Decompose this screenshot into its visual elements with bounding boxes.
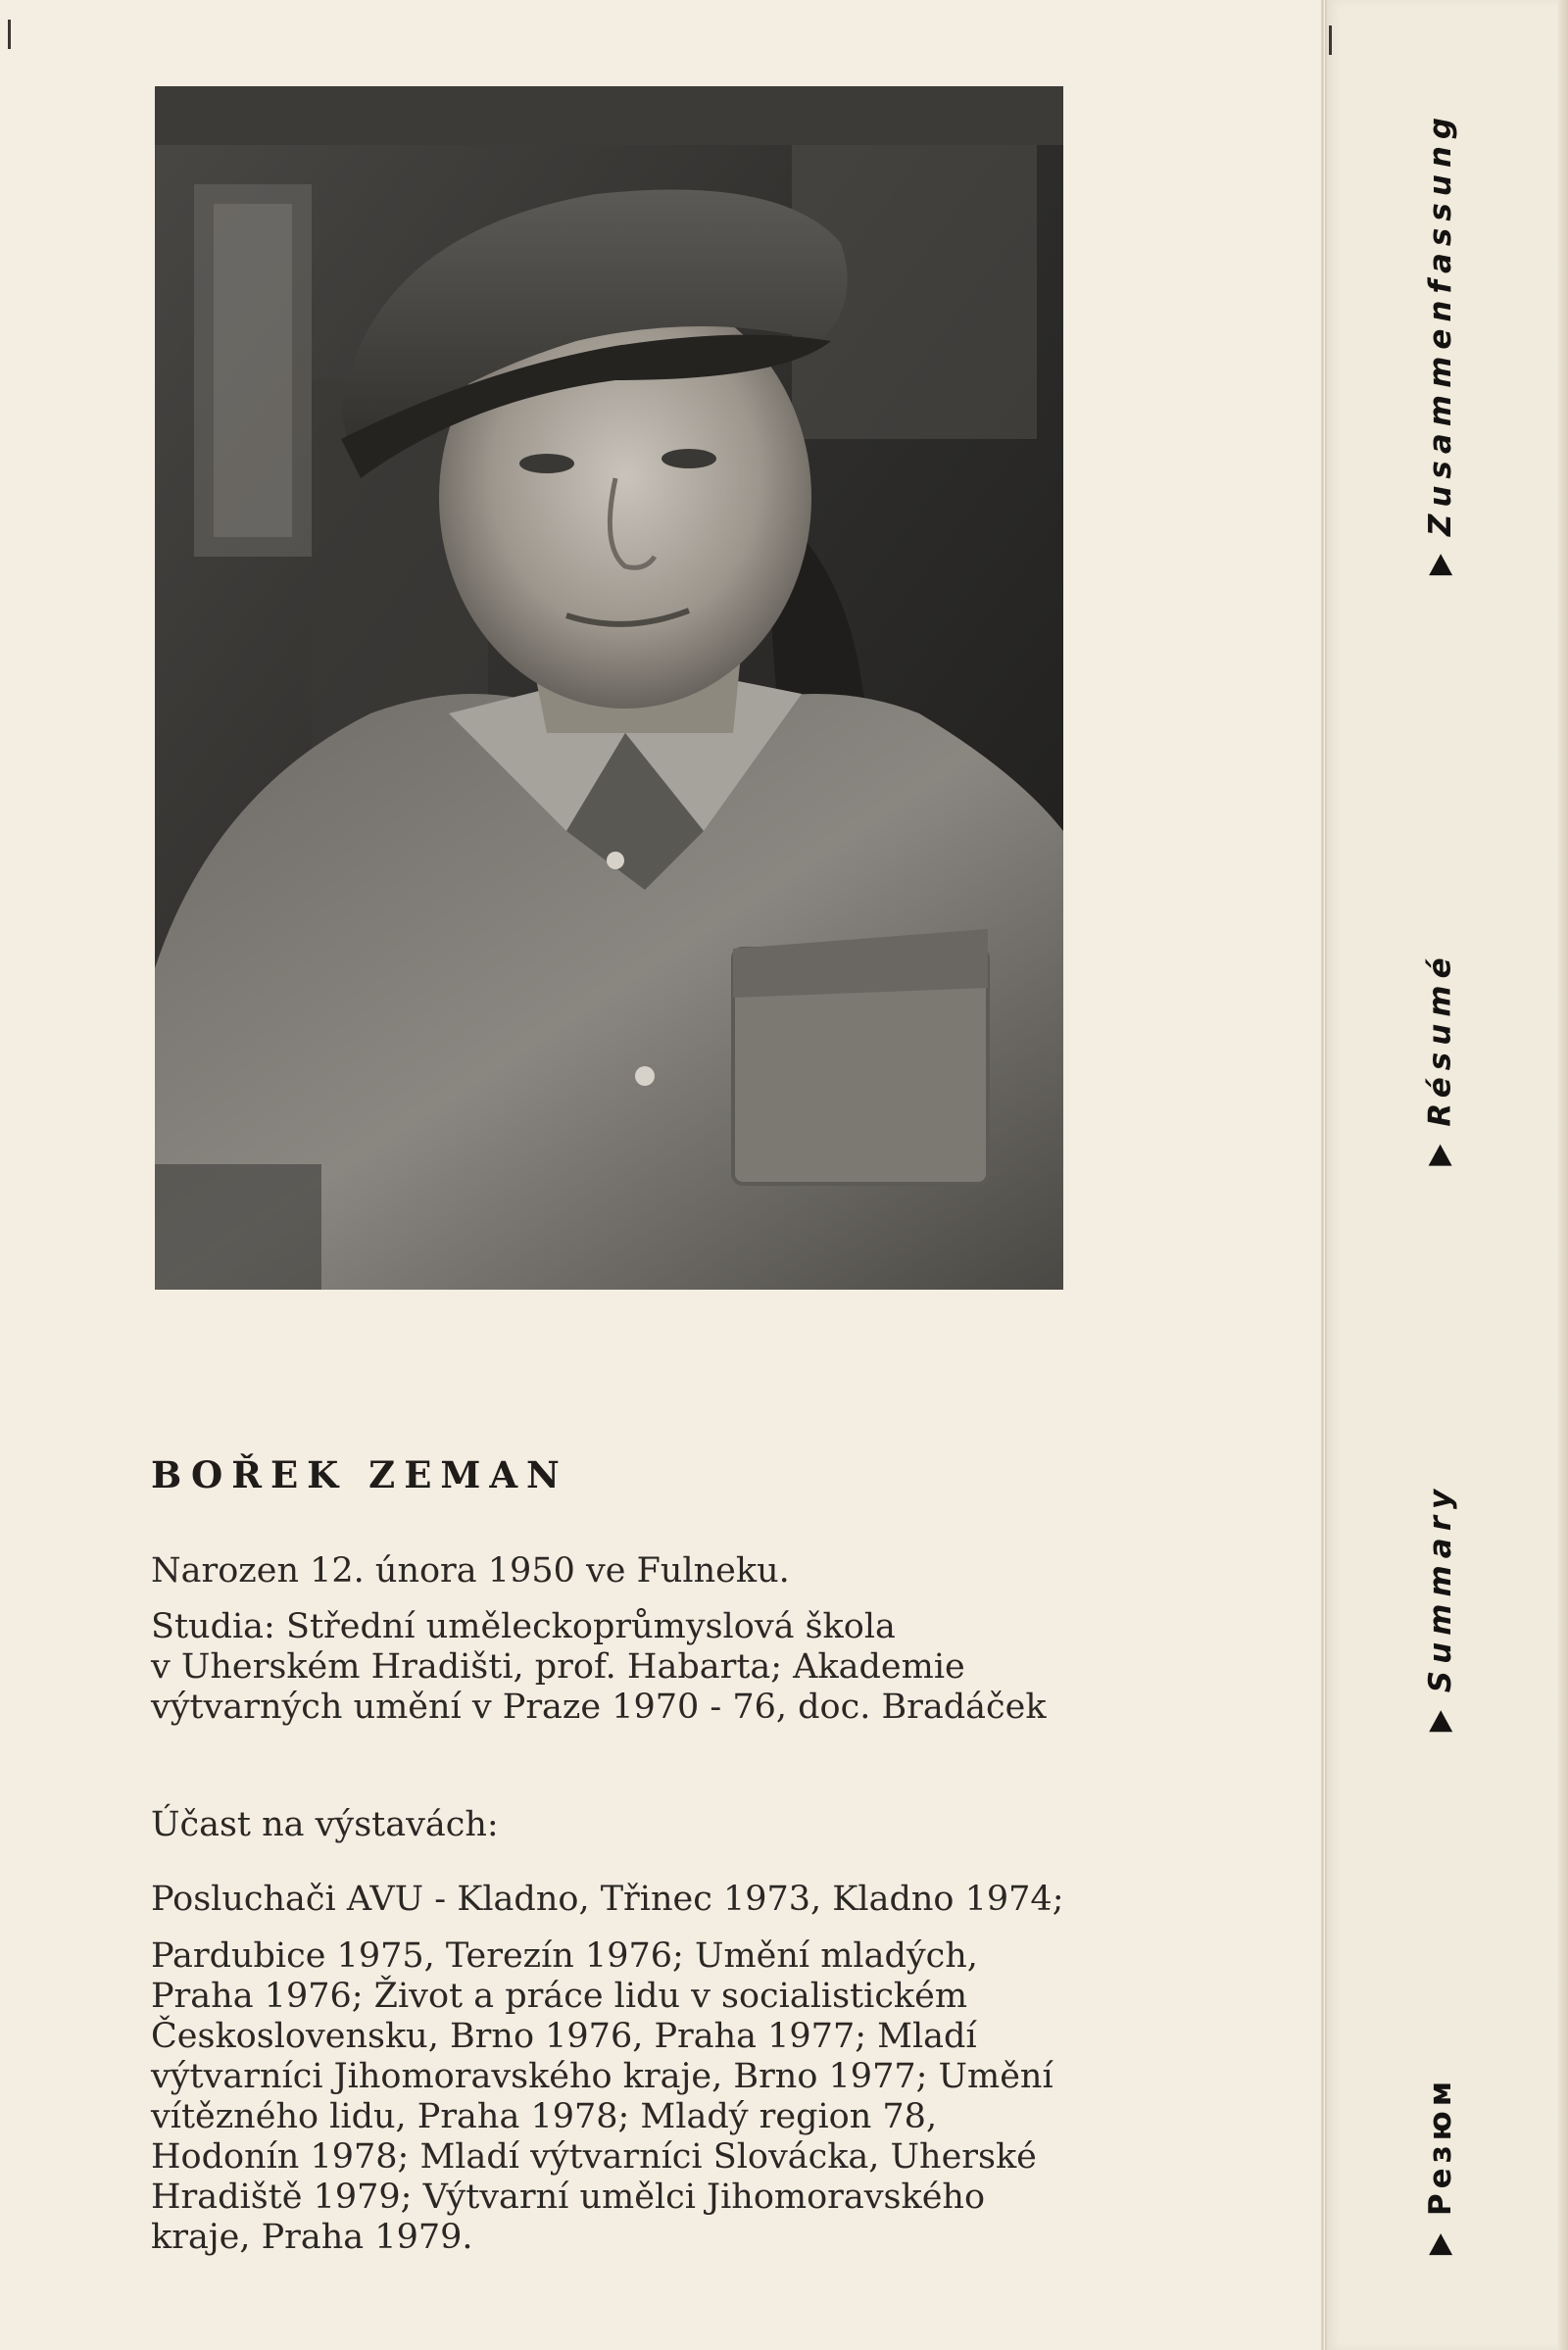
exhibitions-line: kraje, Praha 1979. <box>151 2218 473 2257</box>
tab-zusammenfassung[interactable] <box>1421 69 1460 617</box>
exhibitions-first-line: Posluchači AVU - Kladno, Třinec 1973, Kladno 1974; <box>151 1880 1064 1919</box>
exhibitions-line: výtvarníci Jihomoravského kraje, Brno 1977; Umění <box>151 2057 1054 2096</box>
exhibitions-line: Pardubice 1975, Terezín 1976; Umění mladých, <box>151 1936 978 1976</box>
exhibitions-line: Československu, Brno 1976, Praha 1977; Mladí <box>151 2017 977 2056</box>
studies-line: Studia: Střední uměleckoprůmyslová škola <box>151 1607 896 1646</box>
triangle-icon <box>1429 2233 1452 2255</box>
portrait-photo <box>155 86 1063 1290</box>
person-name: BOŘEK ZEMAN <box>151 1453 568 1496</box>
exhibitions-line: Hodonín 1978; Mladí výtvarníci Slovácka, Uherské <box>151 2137 1037 2177</box>
triangle-icon <box>1429 1145 1452 1166</box>
tab-label: Summary <box>1423 1482 1459 1693</box>
page-fold <box>1321 0 1324 2350</box>
studies-line: v Uherském Hradišti, prof. Habarta; Akademie <box>151 1647 965 1687</box>
exhibitions-line: Praha 1976; Život a práce lidu v socialistickém <box>151 1977 968 2016</box>
tab-label: Zusammenfassung <box>1423 110 1459 537</box>
exhibitions-heading: Účast na výstavách: <box>151 1805 499 1844</box>
exhibitions-line: Hradiště 1979; Výtvarní umělci Jihomoravského <box>151 2178 986 2217</box>
edge-mark <box>8 20 11 49</box>
edge-mark <box>1329 25 1332 55</box>
tab-label: Резюм <box>1423 2076 1459 2217</box>
tab-rezyum[interactable] <box>1421 2058 1460 2274</box>
triangle-icon <box>1429 554 1452 575</box>
exhibitions-paragraph <box>151 1936 1054 2258</box>
tab-summary[interactable] <box>1421 1460 1460 1754</box>
exhibitions-line: vítězného lidu, Praha 1978; Mladý region 78, <box>151 2097 938 2136</box>
portrait-image <box>155 86 1063 1290</box>
flap-edge <box>1558 0 1568 2350</box>
birth-info: Narozen 12. února 1950 ve Fulneku. <box>151 1551 790 1591</box>
tab-label: Résumé <box>1423 951 1459 1127</box>
studies-paragraph <box>151 1607 1047 1728</box>
studies-line: výtvarných umění v Praze 1970 - 76, doc. Bradáček <box>151 1688 1047 1727</box>
triangle-icon <box>1429 1710 1452 1732</box>
tab-resume[interactable] <box>1421 931 1460 1186</box>
